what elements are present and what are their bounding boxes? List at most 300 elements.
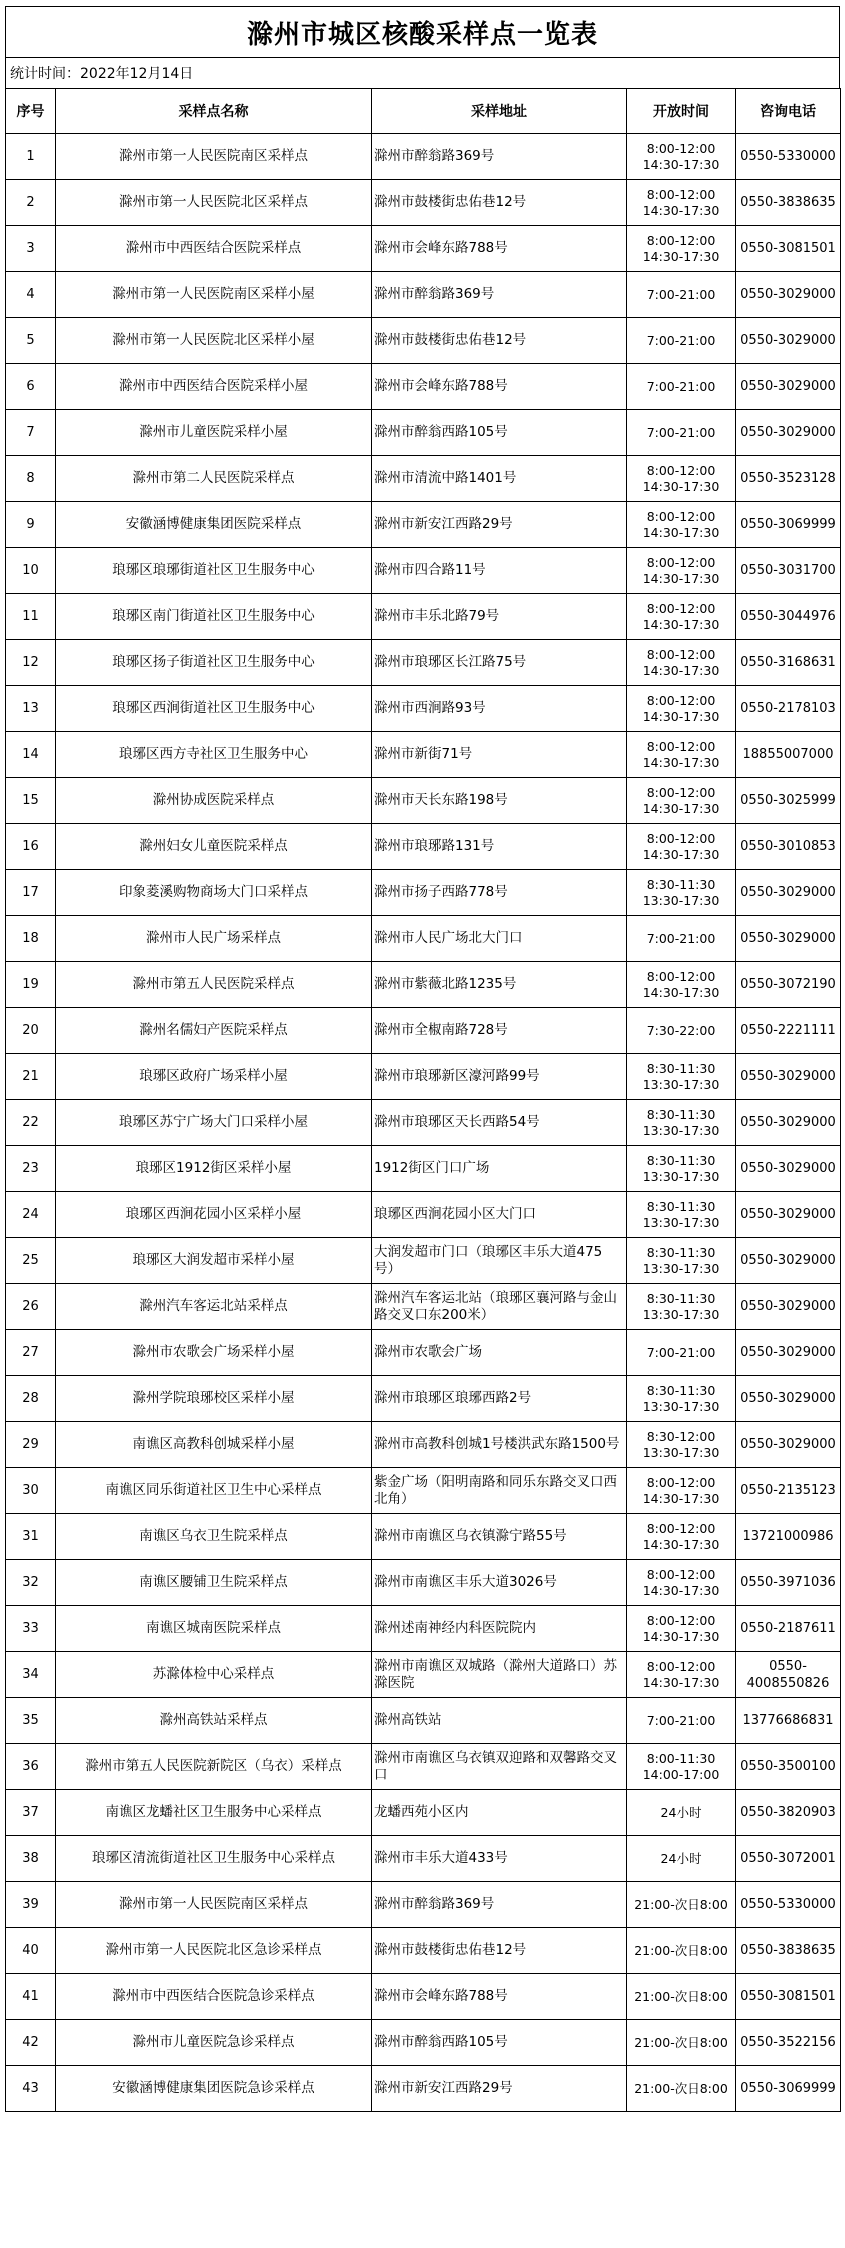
hours-line: 8:00-12:00	[646, 1474, 716, 1490]
hours-line: 13:30-17:30	[642, 1306, 720, 1322]
cell-seq: 28	[6, 1376, 56, 1422]
cell-hours	[627, 1100, 736, 1146]
cell-name: 滁州市儿童医院急诊采样点	[56, 2020, 372, 2066]
hours-line: 14:30-17:30	[642, 478, 720, 494]
cell-hours	[627, 1882, 736, 1928]
cell-seq: 13	[6, 686, 56, 732]
cell-seq: 10	[6, 548, 56, 594]
cell-address: 滁州述南神经内科医院院内	[372, 1606, 627, 1652]
cell-name: 琅琊区清流街道社区卫生服务中心采样点	[56, 1836, 372, 1882]
cell-address: 滁州市南谯区丰乐大道3026号	[372, 1560, 627, 1606]
cell-address: 滁州市琅琊新区濠河路99号	[372, 1054, 627, 1100]
cell-seq: 2	[6, 180, 56, 226]
cell-name: 滁州高铁站采样点	[56, 1698, 372, 1744]
hours-line: 8:30-11:30	[646, 1290, 716, 1306]
hours-line: 8:30-11:30	[646, 1060, 716, 1076]
cell-phone: 0550-3500100	[736, 1744, 841, 1790]
hours-line: 7:30-22:00	[646, 1022, 716, 1038]
cell-seq: 6	[6, 364, 56, 410]
cell-seq: 12	[6, 640, 56, 686]
hours-line: 21:00-次日8:00	[634, 1942, 728, 1958]
cell-seq: 37	[6, 1790, 56, 1836]
cell-seq: 38	[6, 1836, 56, 1882]
cell-name: 琅琊区1912街区采样小屋	[56, 1146, 372, 1192]
cell-phone: 0550-3029000	[736, 1146, 841, 1192]
cell-name: 滁州协成医院采样点	[56, 778, 372, 824]
table-row	[6, 732, 841, 778]
cell-name: 琅琊区琅琊街道社区卫生服务中心	[56, 548, 372, 594]
cell-address: 滁州市天长东路198号	[372, 778, 627, 824]
cell-name: 琅琊区苏宁广场大门口采样小屋	[56, 1100, 372, 1146]
hours-line: 14:30-17:30	[642, 202, 720, 218]
table-row	[6, 1008, 841, 1054]
cell-address: 滁州市会峰东路788号	[372, 364, 627, 410]
hours-line: 8:30-11:30	[646, 876, 716, 892]
hours-line: 7:00-21:00	[646, 1344, 716, 1360]
hours-line: 8:30-11:30	[646, 1152, 716, 1168]
cell-hours	[627, 824, 736, 870]
cell-phone: 0550-3029000	[736, 1100, 841, 1146]
cell-hours	[627, 1652, 736, 1698]
cell-seq: 5	[6, 318, 56, 364]
cell-hours	[627, 778, 736, 824]
cell-phone: 0550-3838635	[736, 1928, 841, 1974]
cell-address: 滁州市四合路11号	[372, 548, 627, 594]
hours-line: 21:00-次日8:00	[634, 2080, 728, 2096]
cell-phone: 0550-3069999	[736, 502, 841, 548]
table-row	[6, 410, 841, 456]
hours-line: 24小时	[660, 1850, 702, 1866]
cell-seq: 43	[6, 2066, 56, 2112]
cell-hours	[627, 1376, 736, 1422]
cell-hours	[627, 1192, 736, 1238]
hours-line: 8:00-11:30	[646, 1750, 716, 1766]
hours-line: 8:00-12:00	[646, 1658, 716, 1674]
cell-seq: 17	[6, 870, 56, 916]
hours-line: 8:00-12:00	[646, 462, 716, 478]
hours-line: 8:00-12:00	[646, 508, 716, 524]
cell-hours	[627, 1560, 736, 1606]
cell-phone: 0550-3029000	[736, 1192, 841, 1238]
table-row	[6, 364, 841, 410]
cell-seq: 1	[6, 134, 56, 180]
hours-line: 8:00-12:00	[646, 784, 716, 800]
hours-line: 14:30-17:30	[642, 570, 720, 586]
table-row	[6, 134, 841, 180]
table-row	[6, 1376, 841, 1422]
cell-name: 滁州市第一人民医院北区急诊采样点	[56, 1928, 372, 1974]
cell-seq: 4	[6, 272, 56, 318]
hours-line: 21:00-次日8:00	[634, 2034, 728, 2050]
cell-seq: 21	[6, 1054, 56, 1100]
hours-line: 8:00-12:00	[646, 140, 716, 156]
hours-line: 7:00-21:00	[646, 424, 716, 440]
cell-address: 滁州市南谯区乌衣镇双迎路和双馨路交叉口	[372, 1744, 627, 1790]
cell-address: 滁州市琅琊区长江路75号	[372, 640, 627, 686]
table-row	[6, 962, 841, 1008]
hours-line: 7:00-21:00	[646, 332, 716, 348]
hours-line: 8:00-12:00	[646, 1520, 716, 1536]
cell-hours	[627, 134, 736, 180]
cell-hours	[627, 364, 736, 410]
cell-seq: 18	[6, 916, 56, 962]
cell-name: 滁州市中西医结合医院采样点	[56, 226, 372, 272]
cell-phone: 13721000986	[736, 1514, 841, 1560]
cell-hours	[627, 1054, 736, 1100]
table-row	[6, 456, 841, 502]
hours-line: 14:30-17:30	[642, 662, 720, 678]
table-row	[6, 272, 841, 318]
cell-address: 滁州市丰乐北路79号	[372, 594, 627, 640]
page-title: 滁州市城区核酸采样点一览表	[5, 6, 840, 57]
cell-name: 南谯区乌衣卫生院采样点	[56, 1514, 372, 1560]
cell-address: 滁州市清流中路1401号	[372, 456, 627, 502]
cell-address: 滁州市丰乐大道433号	[372, 1836, 627, 1882]
cell-seq: 30	[6, 1468, 56, 1514]
cell-seq: 25	[6, 1238, 56, 1284]
table-header-row	[6, 89, 841, 134]
sampling-sites-table	[5, 88, 841, 2112]
cell-name: 安徽涵博健康集团医院急诊采样点	[56, 2066, 372, 2112]
table-row	[6, 1698, 841, 1744]
cell-hours	[627, 1514, 736, 1560]
cell-name: 琅琊区大润发超市采样小屋	[56, 1238, 372, 1284]
hours-line: 8:30-11:30	[646, 1106, 716, 1122]
cell-seq: 11	[6, 594, 56, 640]
cell-phone: 0550-3029000	[736, 1422, 841, 1468]
cell-hours	[627, 272, 736, 318]
cell-name: 琅琊区政府广场采样小屋	[56, 1054, 372, 1100]
table-row	[6, 1744, 841, 1790]
cell-address: 滁州市会峰东路788号	[372, 1974, 627, 2020]
cell-phone: 0550-2135123	[736, 1468, 841, 1514]
table-row	[6, 824, 841, 870]
table-row	[6, 1836, 841, 1882]
cell-phone: 0550-2221111	[736, 1008, 841, 1054]
hours-line: 14:30-17:30	[642, 800, 720, 816]
cell-name: 滁州市第一人民医院北区采样小屋	[56, 318, 372, 364]
cell-hours	[627, 870, 736, 916]
sampling-sites-sheet	[5, 6, 840, 2112]
cell-seq: 40	[6, 1928, 56, 1974]
cell-phone: 0550-3820903	[736, 1790, 841, 1836]
cell-hours	[627, 1330, 736, 1376]
cell-phone: 0550-3029000	[736, 364, 841, 410]
cell-address: 滁州市南谯区双城路（滁州大道路口）苏滁医院	[372, 1652, 627, 1698]
cell-phone: 18855007000	[736, 732, 841, 778]
cell-hours	[627, 456, 736, 502]
table-row	[6, 502, 841, 548]
cell-seq: 34	[6, 1652, 56, 1698]
cell-address: 滁州市醉翁西路105号	[372, 2020, 627, 2066]
cell-seq: 20	[6, 1008, 56, 1054]
hours-line: 14:30-17:30	[642, 1582, 720, 1598]
table-row	[6, 778, 841, 824]
cell-hours	[627, 1928, 736, 1974]
cell-phone: 0550-3029000	[736, 272, 841, 318]
cell-address: 滁州市人民广场北大门口	[372, 916, 627, 962]
hours-line: 24小时	[660, 1804, 702, 1820]
cell-phone: 0550-3971036	[736, 1560, 841, 1606]
cell-phone: 0550-3025999	[736, 778, 841, 824]
cell-hours	[627, 1284, 736, 1330]
hours-line: 7:00-21:00	[646, 286, 716, 302]
hours-line: 8:00-12:00	[646, 1566, 716, 1582]
cell-address: 滁州市醉翁路369号	[372, 1882, 627, 1928]
table-row	[6, 1606, 841, 1652]
cell-phone: 0550-3522156	[736, 2020, 841, 2066]
table-row	[6, 686, 841, 732]
header-seq: 序号	[6, 89, 56, 134]
table-row	[6, 916, 841, 962]
cell-phone: 0550-5330000	[736, 1882, 841, 1928]
cell-hours	[627, 1468, 736, 1514]
cell-name: 安徽涵博健康集团医院采样点	[56, 502, 372, 548]
cell-name: 滁州市第二人民医院采样点	[56, 456, 372, 502]
hours-line: 14:30-17:30	[642, 1674, 720, 1690]
cell-phone: 0550-5330000	[736, 134, 841, 180]
hours-line: 8:00-12:00	[646, 738, 716, 754]
cell-hours	[627, 1606, 736, 1652]
cell-address: 滁州市南谯区乌衣镇滁宁路55号	[372, 1514, 627, 1560]
cell-hours	[627, 1698, 736, 1744]
table-row	[6, 226, 841, 272]
hours-line: 13:30-17:30	[642, 1214, 720, 1230]
cell-hours	[627, 318, 736, 364]
hours-line: 7:00-21:00	[646, 1712, 716, 1728]
hours-line: 8:00-12:00	[646, 968, 716, 984]
cell-seq: 35	[6, 1698, 56, 1744]
cell-address: 滁州市西涧路93号	[372, 686, 627, 732]
table-row	[6, 1284, 841, 1330]
cell-seq: 41	[6, 1974, 56, 2020]
cell-name: 琅琊区西涧花园小区采样小屋	[56, 1192, 372, 1238]
hours-line: 14:30-17:30	[642, 156, 720, 172]
cell-address: 1912街区门口广场	[372, 1146, 627, 1192]
cell-hours	[627, 226, 736, 272]
cell-seq: 22	[6, 1100, 56, 1146]
cell-phone: 0550-3031700	[736, 548, 841, 594]
cell-hours	[627, 1744, 736, 1790]
cell-name: 滁州市第五人民医院新院区（乌衣）采样点	[56, 1744, 372, 1790]
cell-name: 滁州市第一人民医院北区采样点	[56, 180, 372, 226]
hours-line: 14:30-17:30	[642, 1536, 720, 1552]
cell-name: 滁州市中西医结合医院急诊采样点	[56, 1974, 372, 2020]
cell-address: 龙蟠西苑小区内	[372, 1790, 627, 1836]
hours-line: 14:30-17:30	[642, 524, 720, 540]
table-row	[6, 1238, 841, 1284]
hours-line: 8:00-12:00	[646, 692, 716, 708]
table-row	[6, 1330, 841, 1376]
cell-name: 南谯区龙蟠社区卫生服务中心采样点	[56, 1790, 372, 1836]
cell-name: 滁州汽车客运北站采样点	[56, 1284, 372, 1330]
cell-address: 滁州市紫薇北路1235号	[372, 962, 627, 1008]
hours-line: 21:00-次日8:00	[634, 1988, 728, 2004]
table-row	[6, 1192, 841, 1238]
hours-line: 13:30-17:30	[642, 892, 720, 908]
table-row	[6, 318, 841, 364]
cell-phone: 0550-3029000	[736, 916, 841, 962]
cell-name: 琅琊区南门街道社区卫生服务中心	[56, 594, 372, 640]
cell-seq: 27	[6, 1330, 56, 1376]
hours-line: 8:00-12:00	[646, 646, 716, 662]
cell-hours	[627, 410, 736, 456]
hours-line: 8:00-12:00	[646, 554, 716, 570]
cell-hours	[627, 686, 736, 732]
cell-address: 琅琊区西涧花园小区大门口	[372, 1192, 627, 1238]
cell-phone: 0550-2178103	[736, 686, 841, 732]
table-row	[6, 870, 841, 916]
cell-address: 滁州市醉翁路369号	[372, 272, 627, 318]
cell-name: 南谯区高教科创城采样小屋	[56, 1422, 372, 1468]
cell-hours	[627, 180, 736, 226]
cell-phone: 0550-3044976	[736, 594, 841, 640]
hours-line: 13:30-17:30	[642, 1122, 720, 1138]
hours-line: 8:30-12:00	[646, 1428, 716, 1444]
cell-phone: 0550-3081501	[736, 226, 841, 272]
cell-name: 苏滁体检中心采样点	[56, 1652, 372, 1698]
cell-address: 滁州汽车客运北站（琅琊区襄河路与金山路交叉口东200米）	[372, 1284, 627, 1330]
cell-address: 滁州市琅琊区琅琊西路2号	[372, 1376, 627, 1422]
table-row	[6, 1790, 841, 1836]
hours-line: 21:00-次日8:00	[634, 1896, 728, 1912]
cell-seq: 7	[6, 410, 56, 456]
cell-name: 南谯区同乐街道社区卫生中心采样点	[56, 1468, 372, 1514]
hours-line: 14:30-17:30	[642, 1628, 720, 1644]
cell-hours	[627, 2020, 736, 2066]
cell-phone: 0550-3010853	[736, 824, 841, 870]
table-row	[6, 1514, 841, 1560]
header-address: 采样地址	[372, 89, 627, 134]
cell-name: 南谯区腰铺卫生院采样点	[56, 1560, 372, 1606]
cell-name: 滁州市农歌会广场采样小屋	[56, 1330, 372, 1376]
table-row	[6, 1146, 841, 1192]
cell-address: 滁州市高教科创城1号楼洪武东路1500号	[372, 1422, 627, 1468]
header-phone: 咨询电话	[736, 89, 841, 134]
table-row	[6, 1928, 841, 1974]
cell-seq: 24	[6, 1192, 56, 1238]
cell-address: 滁州市新安江西路29号	[372, 502, 627, 548]
table-row	[6, 1100, 841, 1146]
cell-name: 滁州市儿童医院采样小屋	[56, 410, 372, 456]
table-row	[6, 1652, 841, 1698]
cell-address: 滁州市农歌会广场	[372, 1330, 627, 1376]
cell-phone: 0550-3072190	[736, 962, 841, 1008]
hours-line: 7:00-21:00	[646, 930, 716, 946]
cell-address: 大润发超市门口（琅琊区丰乐大道475号）	[372, 1238, 627, 1284]
cell-address: 滁州市鼓楼街忠佑巷12号	[372, 1928, 627, 1974]
cell-address: 滁州市扬子西路778号	[372, 870, 627, 916]
cell-address: 滁州市鼓楼街忠佑巷12号	[372, 180, 627, 226]
cell-phone: 0550-3838635	[736, 180, 841, 226]
cell-hours	[627, 1146, 736, 1192]
cell-seq: 8	[6, 456, 56, 502]
cell-phone: 0550-3029000	[736, 1238, 841, 1284]
cell-hours	[627, 2066, 736, 2112]
cell-hours	[627, 1790, 736, 1836]
cell-seq: 9	[6, 502, 56, 548]
hours-line: 8:00-12:00	[646, 1612, 716, 1628]
cell-hours	[627, 962, 736, 1008]
cell-name: 滁州妇女儿童医院采样点	[56, 824, 372, 870]
cell-name: 南谯区城南医院采样点	[56, 1606, 372, 1652]
cell-phone: 0550-3029000	[736, 1054, 841, 1100]
cell-phone: 0550-3168631	[736, 640, 841, 686]
cell-address: 滁州市醉翁路369号	[372, 134, 627, 180]
cell-hours	[627, 594, 736, 640]
header-hours: 开放时间	[627, 89, 736, 134]
cell-seq: 39	[6, 1882, 56, 1928]
hours-line: 14:30-17:30	[642, 984, 720, 1000]
cell-address: 滁州市新街71号	[372, 732, 627, 778]
table-row	[6, 1974, 841, 2020]
cell-seq: 42	[6, 2020, 56, 2066]
cell-seq: 16	[6, 824, 56, 870]
table-row	[6, 180, 841, 226]
cell-seq: 19	[6, 962, 56, 1008]
cell-hours	[627, 732, 736, 778]
cell-seq: 26	[6, 1284, 56, 1330]
cell-name: 滁州市第一人民医院南区采样点	[56, 1882, 372, 1928]
cell-phone: 0550-3072001	[736, 1836, 841, 1882]
hours-line: 14:30-17:30	[642, 616, 720, 632]
header-name: 采样点名称	[56, 89, 372, 134]
cell-phone: 0550-3523128	[736, 456, 841, 502]
cell-hours	[627, 1238, 736, 1284]
table-body	[6, 134, 841, 2112]
cell-seq: 32	[6, 1560, 56, 1606]
table-row	[6, 1560, 841, 1606]
hours-line: 13:30-17:30	[642, 1076, 720, 1092]
cell-hours	[627, 1422, 736, 1468]
cell-hours	[627, 1974, 736, 2020]
cell-seq: 3	[6, 226, 56, 272]
cell-hours	[627, 502, 736, 548]
cell-hours	[627, 1836, 736, 1882]
hours-line: 8:30-11:30	[646, 1382, 716, 1398]
table-row	[6, 1468, 841, 1514]
hours-line: 13:30-17:30	[642, 1168, 720, 1184]
cell-phone: 0550-3069999	[736, 2066, 841, 2112]
hours-line: 8:30-11:30	[646, 1198, 716, 1214]
cell-name: 滁州市中西医结合医院采样小屋	[56, 364, 372, 410]
table-row	[6, 1882, 841, 1928]
cell-name: 滁州市第一人民医院南区采样点	[56, 134, 372, 180]
hours-line: 13:30-17:30	[642, 1260, 720, 1276]
cell-name: 滁州市第五人民医院采样点	[56, 962, 372, 1008]
cell-phone: 0550-3029000	[736, 870, 841, 916]
hours-line: 14:30-17:30	[642, 708, 720, 724]
table-row	[6, 1054, 841, 1100]
hours-line: 8:00-12:00	[646, 232, 716, 248]
cell-hours	[627, 916, 736, 962]
cell-phone: 0550-4008550826	[736, 1652, 841, 1698]
hours-line: 14:30-17:30	[642, 1490, 720, 1506]
cell-phone: 0550-2187611	[736, 1606, 841, 1652]
cell-phone: 13776686831	[736, 1698, 841, 1744]
cell-name: 滁州名儒妇产医院采样点	[56, 1008, 372, 1054]
cell-phone: 0550-3029000	[736, 1284, 841, 1330]
cell-address: 滁州市鼓楼街忠佑巷12号	[372, 318, 627, 364]
cell-seq: 36	[6, 1744, 56, 1790]
cell-name: 琅琊区扬子街道社区卫生服务中心	[56, 640, 372, 686]
table-row	[6, 548, 841, 594]
cell-address: 滁州市醉翁西路105号	[372, 410, 627, 456]
cell-seq: 14	[6, 732, 56, 778]
cell-hours	[627, 1008, 736, 1054]
hours-line: 14:30-17:30	[642, 248, 720, 264]
cell-phone: 0550-3081501	[736, 1974, 841, 2020]
